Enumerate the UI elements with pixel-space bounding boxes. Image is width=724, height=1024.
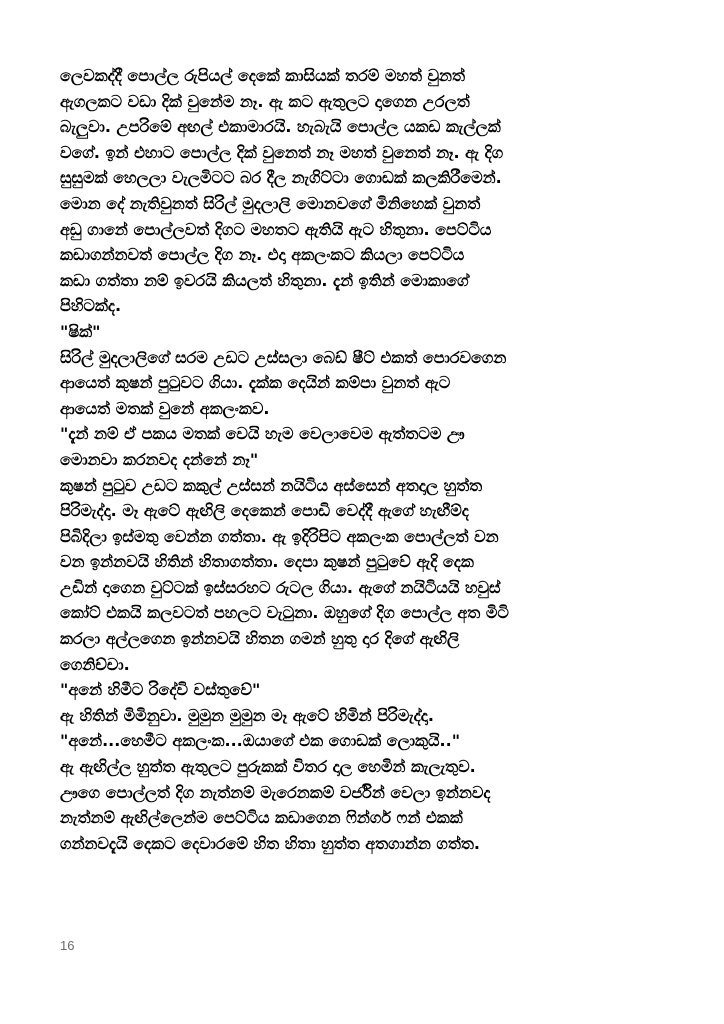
- text-line: ආයෙත් මතක් වුනේ අකලංකව.: [60, 398, 270, 418]
- text-line: ගන්නවදැයි දෙකට දෙවාරමේ හිත හිතා හුත්ත අතගාන්න ගත්ත.: [60, 833, 480, 853]
- text-line: ඇ ඇඟිල්ල හුත්ත ඇතුලට පුරුකක් විතර දාල හෙමින් කැලැතුව.: [60, 757, 476, 777]
- text-line: "දැන් නම් ඒ පකය මතක් වෙයි හැම වෙලාවෙම ඇත්තටම ඌ: [60, 424, 465, 444]
- text-line: කඩා ගත්තා නම් ඉවරයි කියලත් හිතුනා. දැන් ඉතින් මොකාගේ: [60, 270, 469, 290]
- page-number: 16: [60, 938, 75, 953]
- text-line: "අනේ...හෙමීට අකලංක...ඔයාගේ එක ගොඩක් ලොකුයි..": [60, 731, 461, 751]
- text-line: පිබිදිලා ඉස්මතු වෙන්න ගත්තා. ඇ ඉදිරිපිට අකලංක පොල්ලත් වන: [60, 526, 499, 546]
- text-line: කුෂන් පුටුව උඩට කකුල් උස්සන් නයිටිය අස්සෙන් අතදාල හුත්ත: [60, 475, 483, 495]
- text-line: අඩු ගානේ පොල්ලවත් දිගට මහතට ඇතියි ඇට හිතුනා. පෙට්ටිය: [60, 219, 492, 239]
- text-line: උඩින් දාගෙන වුට්ටක් ඉස්සරහට රුටල ගියා. ඇගේ නයිටියයි හවුස්: [60, 577, 501, 597]
- text-line: ගෙනිච්චා.: [60, 654, 130, 674]
- text-line: මොන දේ නැතිවුනත් සිරිල් මුදලාලි මොනවගේ මිනිහෙක් වුනත්: [60, 193, 481, 213]
- text-line: ආයෙත් කුෂන් පුටුවට ගියා. දැක්ක දෙයින් කම්පා වුනත් ඇට: [60, 373, 451, 393]
- text-line: "අනේ හිමීට රිදේවි වස්තුවේ": [60, 680, 261, 700]
- text-line: ඇගලකට වඩා දික් වුනේම නෑ. ඇ කට ඇතුලට දාගෙන උරලත්: [60, 91, 470, 111]
- text-line: මොනවා කරනවද දන්නේ නෑ": [60, 449, 259, 469]
- text-line: වගේ. ඉන් එහාට පොල්ල දික් වුනෙත් නෑ මහත් වුනෙත් නෑ. ඇ දිග: [60, 142, 504, 162]
- text-line: ඌගෙ පොල්ලත් දිග නැත්නම් මැරෙනකම් වර්ජින් වෙලා ඉන්නවද: [60, 782, 491, 802]
- body-text: [60, 63, 680, 856]
- text-line: කෝට් එකයි කලවටත් පහලට වැටුනා. ඔහුගේ දිග පොල්ල අත මිටි: [60, 603, 509, 623]
- text-line: සිරිල් මුදලාලිගේ සරම උඩට උස්සලා බෙඩ් ෂීට් එකත් පොරවගෙන: [60, 347, 507, 367]
- text-line: පිරිමැද්දා. මෑ ඇටේ ඇඟිලි දෙකෙන් පොඩි වෙද්දී ඇගේ හැඟීම්ද: [60, 501, 469, 521]
- text-line: ඇ හිතින් මිමිනුවා. මුමුන මුමුන මෑ ඇටේ හිමින් පිරිමැද්දා.: [60, 705, 434, 725]
- text-line: "ෂික්": [60, 321, 101, 341]
- text-line: පිහිටක්ද.: [60, 296, 122, 316]
- text-line: නැත්නම් ඇඟිල්ලෙන්ම පෙට්ටිය කඩාගෙන ෆින්ගර් ෆන් එකක්: [60, 808, 463, 828]
- text-line: වන ඉන්නවයි හිතින් හිතාගත්තා. දෙපා කුෂන් පුටුවේ ඇදි දෙක: [60, 552, 474, 572]
- text-line: බැලුවා. උපරිමේ අඟල් එකාමාරයි. හැබැයි පොල්ල යකඩ කැල්ලක්: [60, 117, 501, 137]
- text-line: ලෙවකද්දී පොල්ල රුපියල් දෙකේ කාසියක් තරම් මහත් වුනත්: [60, 66, 466, 85]
- text-line: කරලා අල්ලගෙන ඉන්නවයි හිතන ගමන් හුතු දාර දිගේ ඇඟිලි: [60, 629, 460, 649]
- text-line: කඩාගන්නවත් පොල්ල දිග නෑ. එදා අකලංකට කියලා පෙට්ටිය: [60, 245, 465, 265]
- text-line: සුසුමක් හෙලලා වැලමිටට බර දීල නැගිට්ටා ගොඩක් කලකිරීමෙන්.: [60, 168, 502, 188]
